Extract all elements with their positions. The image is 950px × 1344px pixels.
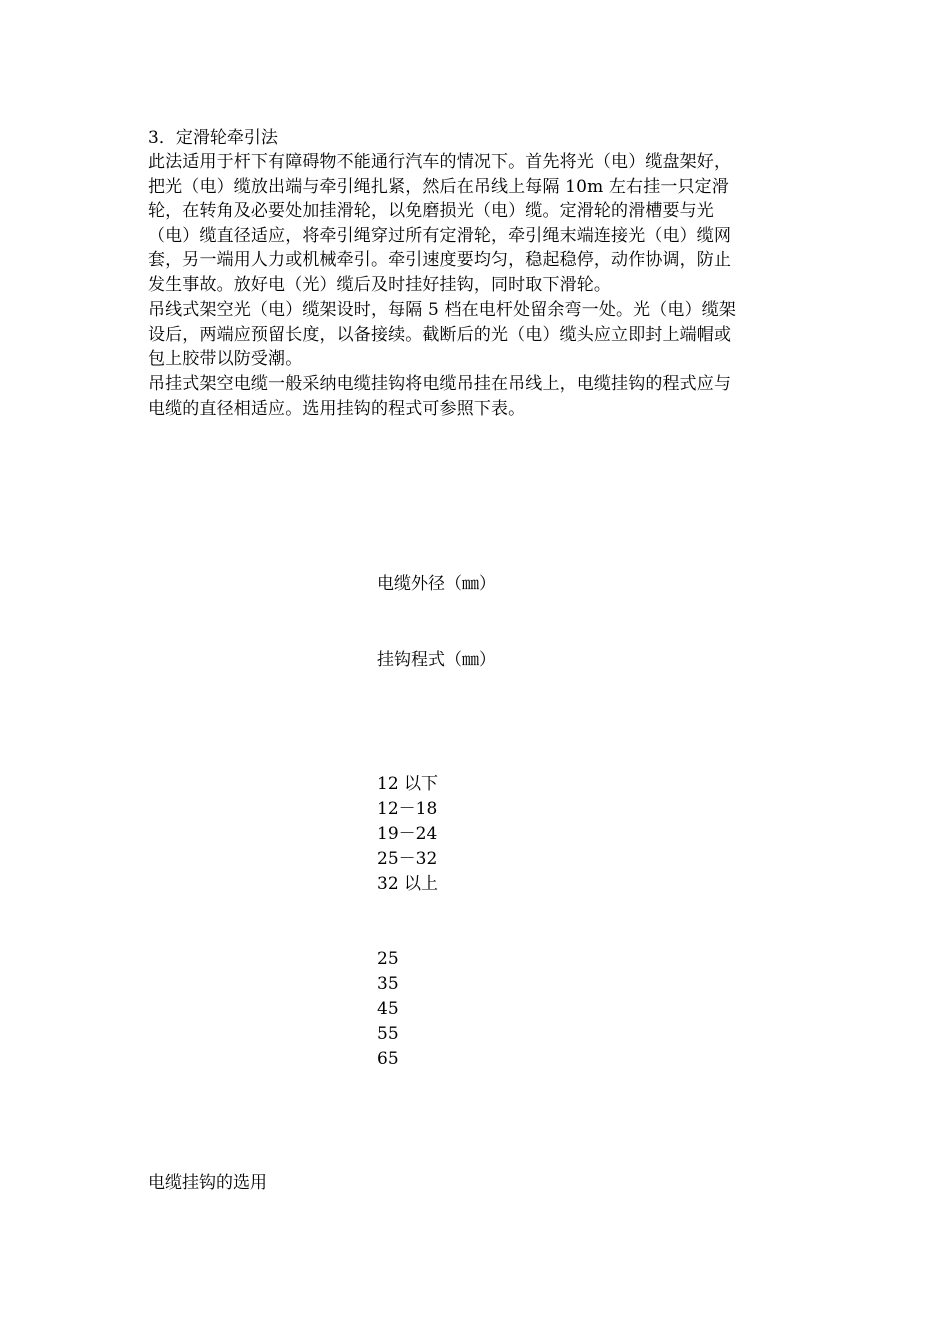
paragraph-line: 吊线式架空光（电）缆架设时，每隔 5 档在电杆处留余弯一处。光（电）缆架 [148,300,737,320]
table-cell-hook: 35 [377,974,399,994]
paragraph-line: （电）缆直径适应，将牵引绳穿过所有定滑轮，牵引绳末端连接光（电）缆网 [148,225,732,246]
table-header-hook-spec: 挂钩程式（㎜） [377,650,496,670]
table-cell-diameter: 32 以上 [377,874,439,894]
paragraph-overhead-laying [148,298,803,372]
hook-spec-list [377,947,399,1072]
paragraph-line: 此法适用于杆下有障碍物不能通行汽车的情况下。首先将光（电）缆盘架好， [148,152,732,172]
paragraph-line: 套，另一端用人力或机械牵引。牵引速度要均匀，稳起稳停，动作协调，防止 [148,250,732,270]
paragraph-cable-hooks [148,372,803,421]
table-cell-hook: 65 [377,1049,399,1069]
table-cell-diameter: 19－24 [377,824,438,844]
paragraph-line: 设后，两端应预留长度，以备接续。截断后的光（电）缆头应立即封上端帽或 [148,324,732,345]
table-cell-diameter: 25－32 [377,849,438,869]
table-cell-hook: 45 [377,999,399,1019]
table-caption: 电缆挂钩的选用 [148,1173,267,1193]
paragraph-pulley-method [148,150,803,297]
section-heading: 3．定滑轮牵引法 [148,128,278,148]
paragraph-line: 把光（电）缆放出端与牵引绳扎紧，然后在吊线上每隔 10m 左右挂一只定滑 [148,176,729,197]
table-cell-hook: 25 [377,949,399,969]
paragraph-line: 电缆的直径相适应。选用挂钩的程式可参照下表。 [148,398,526,419]
paragraph-line: 轮，在转角及必要处加挂滑轮，以免磨损光（电）缆。定滑轮的滑槽要与光 [148,201,714,221]
table-header-cable-diameter: 电缆外径（㎜） [377,574,496,594]
paragraph-line: 吊挂式架空电缆一般采纳电缆挂钩将电缆吊挂在吊线上，电缆挂钩的程式应与 [148,374,732,394]
paragraph-line: 发生事故。放好电（光）缆后及时挂好挂钩，同时取下滑轮。 [148,274,612,295]
paragraph-line: 包上胶带以防受潮。 [148,349,303,369]
table-cell-diameter: 12－18 [377,799,438,819]
table-cell-diameter: 12 以下 [377,774,439,794]
cable-diameter-list [377,772,438,897]
table-cell-hook: 55 [377,1024,399,1044]
